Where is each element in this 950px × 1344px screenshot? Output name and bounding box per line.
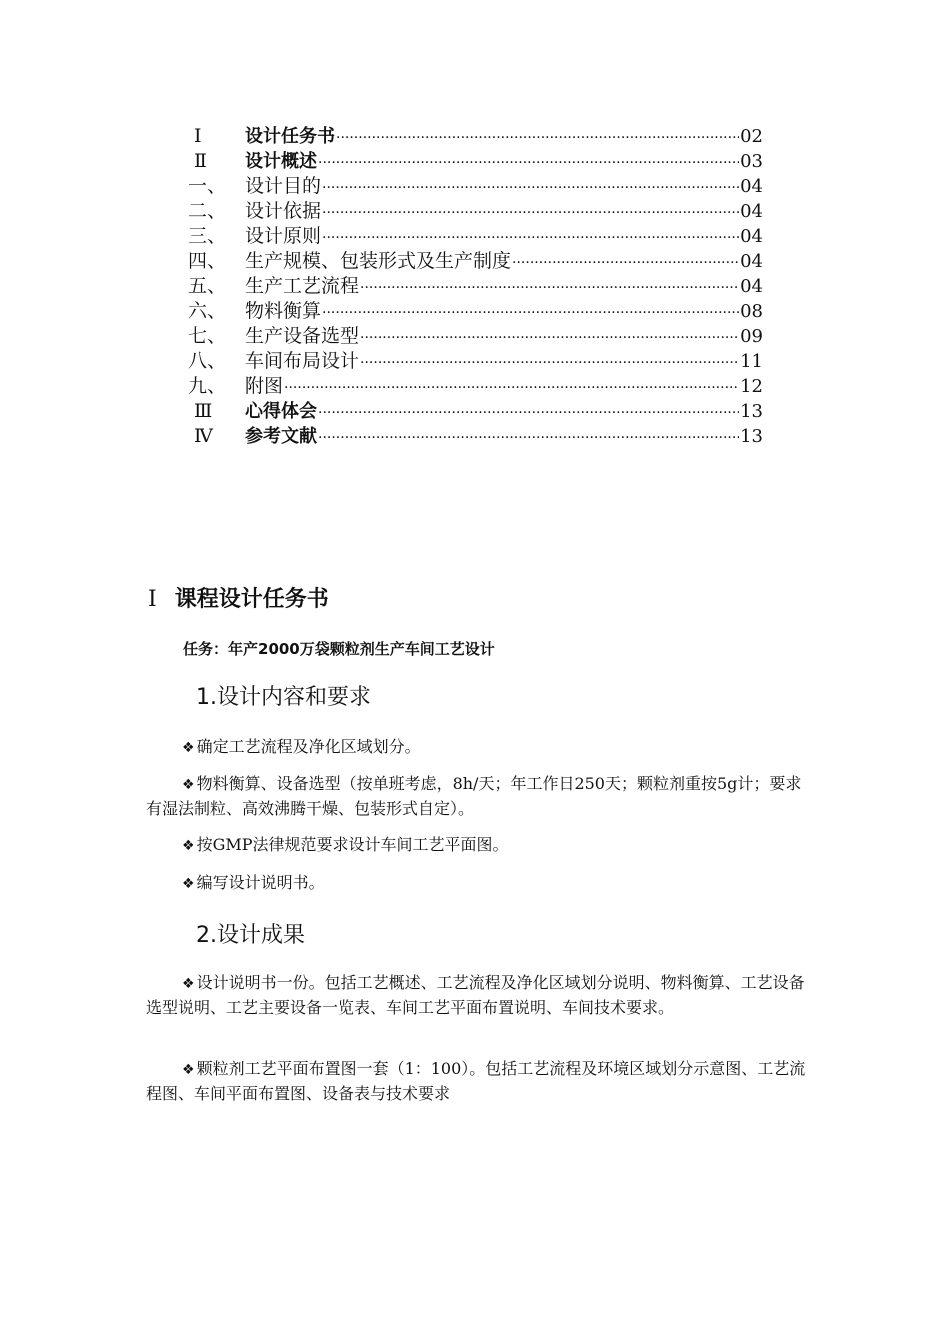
diamond-bullet-icon: ❖ (182, 976, 195, 992)
toc-title: 设计原则 (245, 225, 322, 247)
diamond-bullet-icon: ❖ (182, 740, 195, 756)
toc-row (188, 124, 763, 149)
item-text: 设计说明书一份。包括工艺概述、工艺流程及净化区域划分说明、物料衡算、工艺设备选型说明、工艺主要设备一览表、车间工艺平面布置说明、车间技术要求。 (146, 973, 805, 1017)
toc-number: 三、 (188, 225, 227, 247)
toc-page: 04 (740, 276, 763, 297)
toc-title: 设计依据 (245, 200, 322, 222)
toc-page: 04 (740, 176, 763, 197)
requirement-item (146, 735, 806, 760)
toc-leader (318, 426, 739, 451)
diamond-bullet-icon: ❖ (182, 876, 195, 892)
toc-row (188, 349, 763, 374)
section-title: 课程设计任务书 (174, 587, 329, 612)
toc-row (188, 249, 763, 274)
toc-page: 12 (740, 376, 763, 397)
toc-leader (284, 376, 739, 401)
toc-title: 生产设备选型 (245, 325, 360, 347)
toc-row (188, 374, 763, 399)
item-text: 编写设计说明书。 (196, 873, 325, 892)
toc-title: 生产规模、包装形式及生产制度 (245, 250, 512, 272)
toc-page: 02 (740, 126, 763, 147)
toc-leader (512, 251, 739, 276)
toc-number: 六、 (188, 300, 227, 322)
toc-page: 04 (740, 251, 763, 272)
toc-page: 04 (740, 201, 763, 222)
toc-number: 七、 (188, 325, 227, 347)
toc-page: 08 (740, 301, 763, 322)
toc-leader (322, 301, 739, 326)
item-text: 颗粒剂工艺平面布置图一套（1：100）。包括工艺流程及环境区域划分示意图、工艺流程图、车间平面布置图、设备表与技术要求 (146, 1059, 806, 1103)
toc-title: 心得体会 (245, 401, 317, 422)
toc-leader (360, 276, 739, 301)
diamond-bullet-icon: ❖ (182, 838, 195, 854)
deliverable-item (146, 1057, 806, 1106)
requirement-item (146, 871, 806, 896)
toc-leader (318, 401, 739, 426)
toc-leader (360, 326, 739, 351)
toc-row (188, 299, 763, 324)
toc-row (188, 224, 763, 249)
toc-title: 设计任务书 (245, 126, 335, 147)
item-text: 确定工艺流程及净化区域划分。 (196, 737, 421, 756)
toc-row (188, 199, 763, 224)
toc-page: 13 (740, 401, 763, 422)
toc-number: 二、 (188, 200, 227, 222)
toc-number: Ⅳ (194, 425, 213, 447)
toc-row (188, 174, 763, 199)
toc-title: 附图 (245, 375, 284, 397)
toc-title: 物料衡算 (245, 300, 322, 322)
toc-row (188, 424, 763, 449)
toc-number: 一、 (188, 175, 227, 197)
toc-number: Ⅲ (194, 400, 213, 422)
toc-leader (322, 176, 739, 201)
toc-title: 设计概述 (245, 151, 317, 172)
toc-number: Ⅱ (194, 150, 207, 172)
item-text: 按GMP法律规范要求设计车间工艺平面图。 (196, 835, 509, 854)
table-of-contents (188, 124, 763, 449)
toc-title: 生产工艺流程 (245, 275, 360, 297)
section-number: Ⅰ (148, 587, 157, 612)
toc-leader (360, 351, 739, 376)
toc-row (188, 399, 763, 424)
item-text: 物料衡算、设备选型（按单班考虑，8h/天；年工作日250天；颗粒剂重按5g计；要求有湿法制粒、高效沸腾干燥、包装形式自定）。 (146, 774, 802, 818)
toc-row (188, 274, 763, 299)
toc-number: 九、 (188, 375, 227, 397)
toc-leader (322, 201, 739, 226)
toc-title: 参考文献 (245, 426, 317, 447)
toc-number: 八、 (188, 350, 227, 372)
toc-page: 04 (740, 226, 763, 247)
diamond-bullet-icon: ❖ (182, 1062, 195, 1078)
subsection-title-requirements: 1.设计内容和要求 (196, 685, 371, 710)
toc-title: 设计目的 (245, 175, 322, 197)
subsection-title-deliverables: 2.设计成果 (196, 923, 305, 948)
toc-leader (318, 151, 739, 176)
toc-row (188, 149, 763, 174)
toc-page: 03 (740, 151, 763, 172)
toc-title: 车间布局设计 (245, 350, 360, 372)
requirement-item (146, 772, 806, 821)
deliverable-item (146, 971, 806, 1020)
section-heading (148, 582, 329, 613)
diamond-bullet-icon: ❖ (182, 777, 195, 793)
toc-page: 09 (740, 326, 763, 347)
toc-number: 五、 (188, 275, 227, 297)
toc-leader (336, 126, 739, 151)
toc-page: 13 (740, 426, 763, 447)
task-line: 任务：年产2000万袋颗粒剂生产车间工艺设计 (183, 640, 495, 658)
toc-page: 11 (740, 351, 763, 372)
requirement-item (146, 833, 806, 858)
toc-leader (322, 226, 739, 251)
toc-number: 四、 (188, 250, 227, 272)
toc-number: Ⅰ (194, 125, 202, 147)
toc-row (188, 324, 763, 349)
